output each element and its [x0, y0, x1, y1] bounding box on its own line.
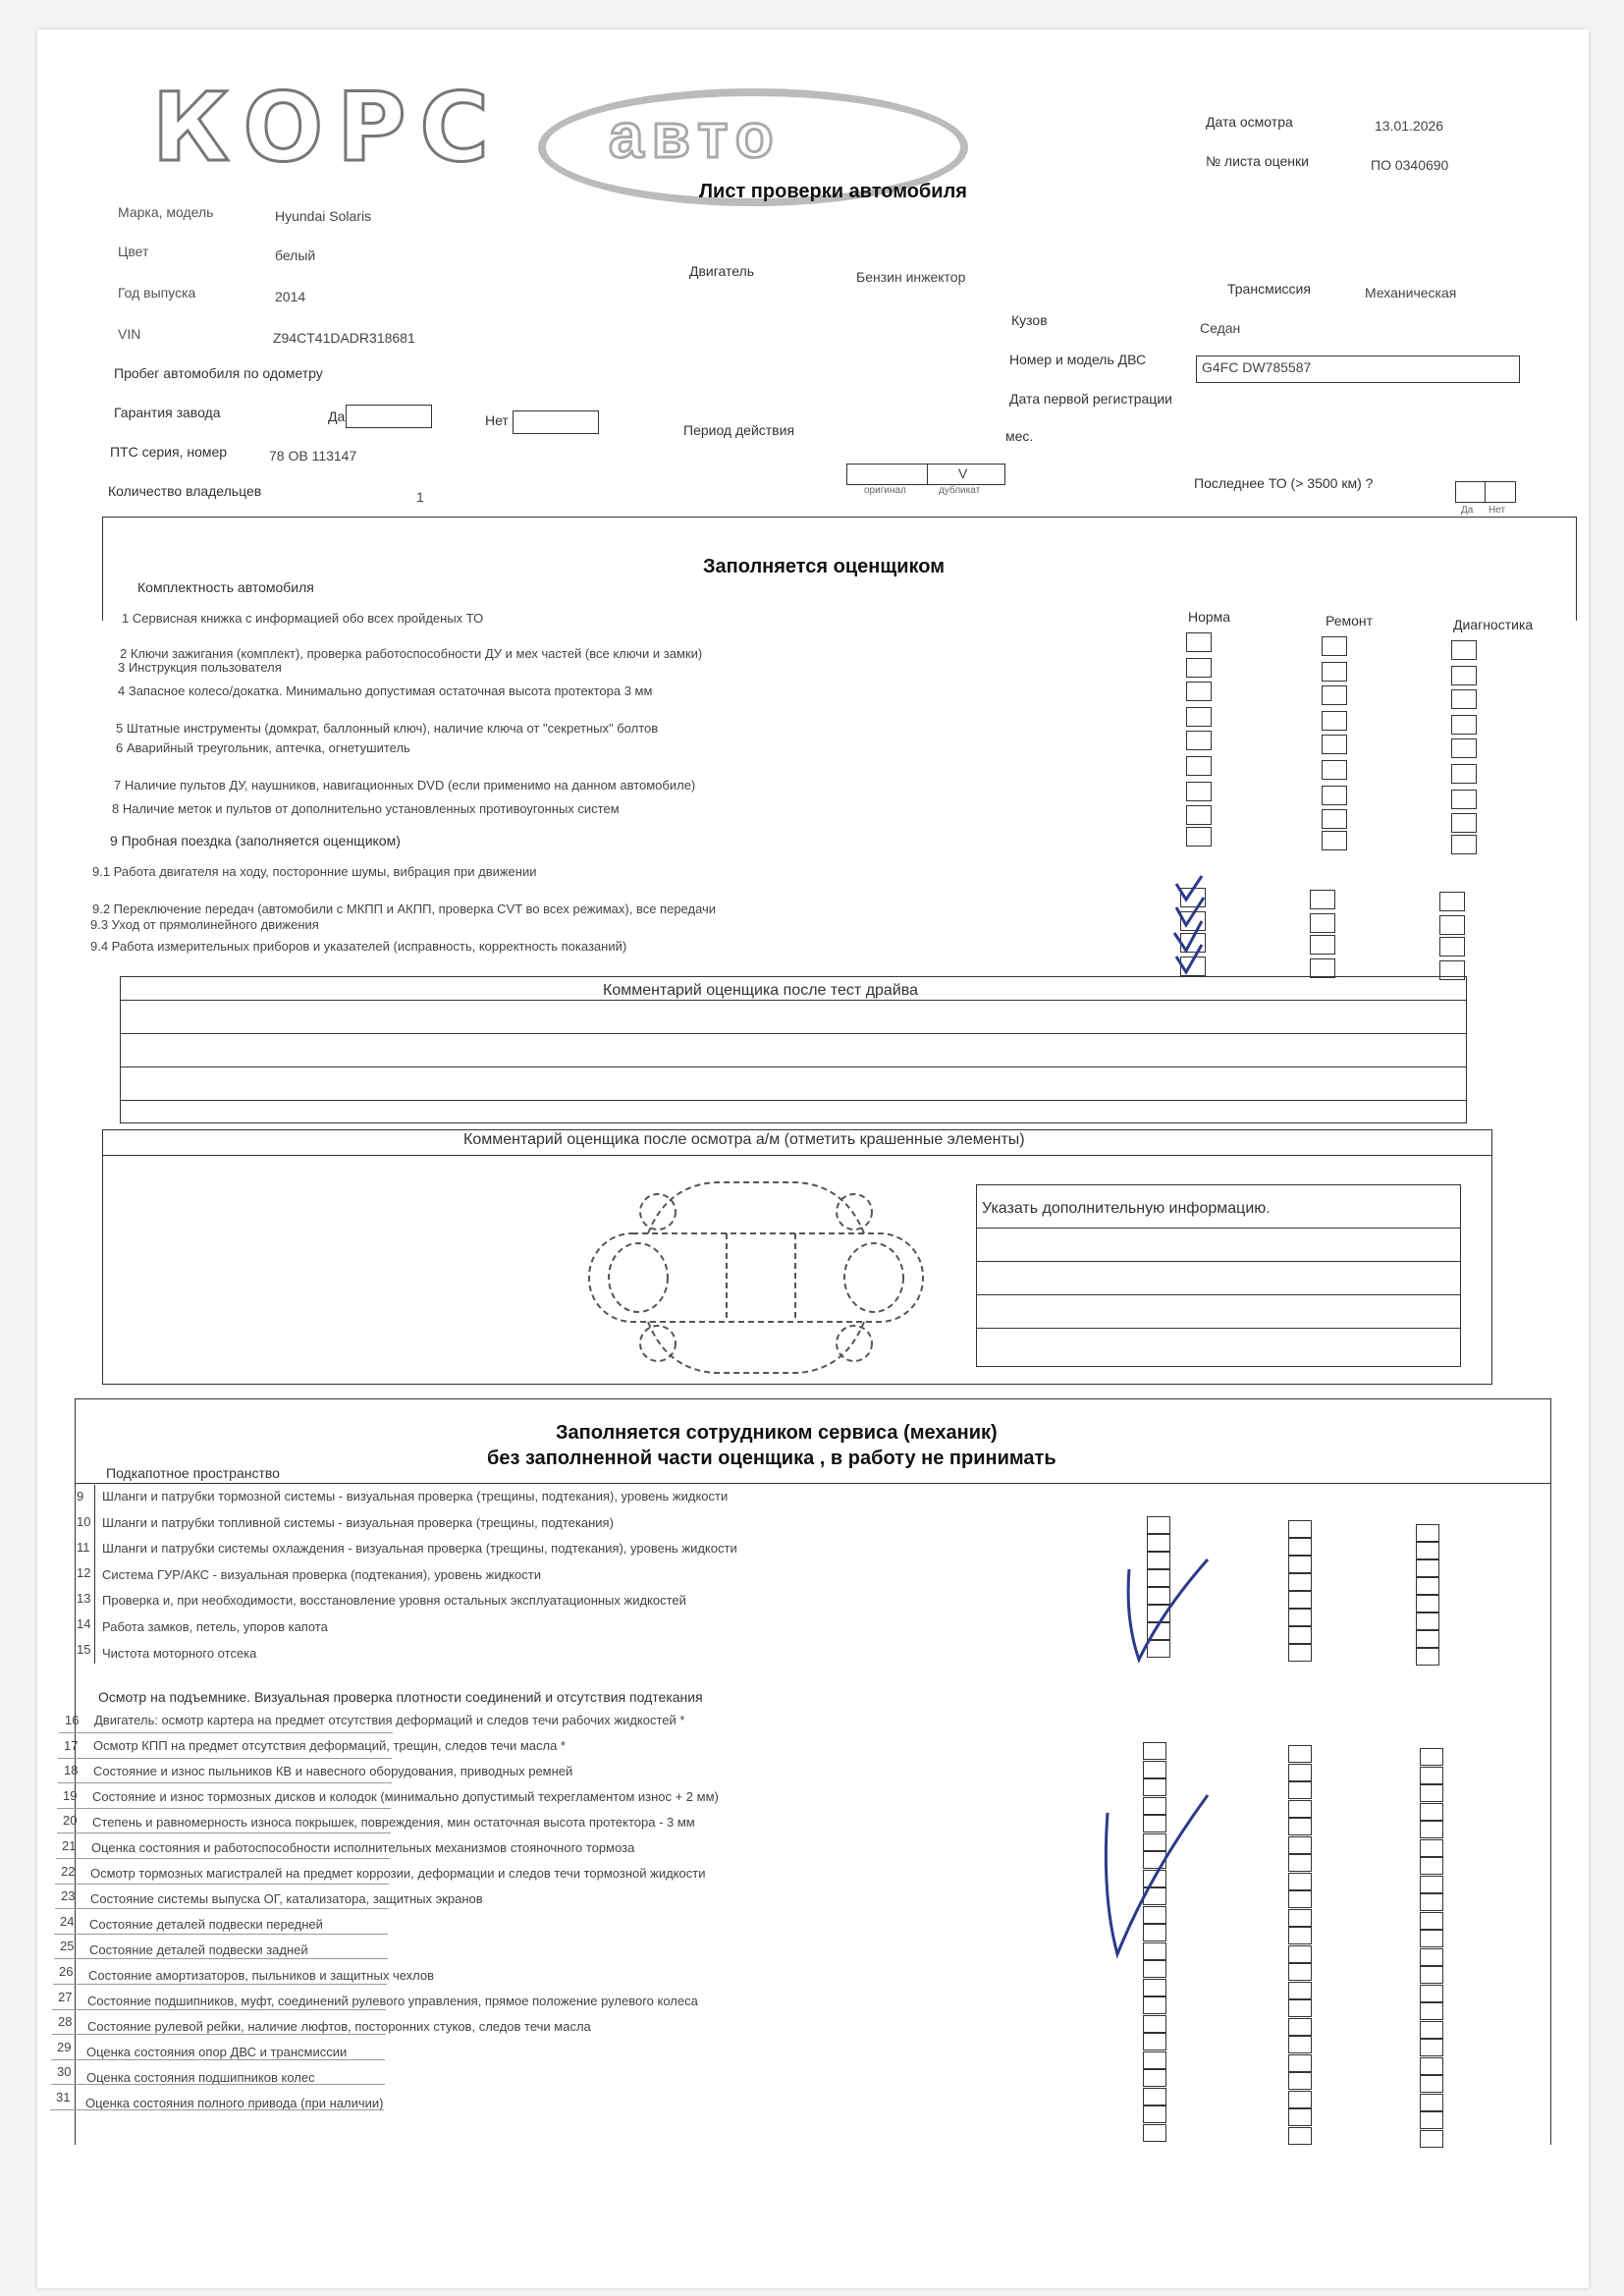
make-label: Марка, модель	[118, 204, 214, 220]
completeness-item: 3 Инструкция пользователя	[118, 660, 282, 675]
mechanic-title-line2: без заполненной части оценщика , в работу не принимать	[487, 1448, 1056, 1469]
warranty-yes-box[interactable]	[346, 405, 432, 428]
checkbox-diag[interactable]	[1439, 937, 1465, 957]
checkbox-norm[interactable]	[1143, 2105, 1166, 2123]
checkbox-repair[interactable]	[1288, 2054, 1312, 2072]
row-underline	[50, 2109, 384, 2110]
row-underline	[59, 1732, 393, 1733]
color-value: белый	[275, 247, 316, 263]
checkbox-diag[interactable]	[1416, 1648, 1439, 1666]
lift-item: Состояние амортизаторов, пыльников и защитных чехлов	[88, 1968, 435, 1983]
underhood-number: 11	[77, 1540, 90, 1555]
checkbox-norm[interactable]	[1143, 1996, 1166, 2014]
checkbox-diag[interactable]	[1416, 1577, 1439, 1595]
last-to-yes-label: Да	[1461, 505, 1474, 516]
row-divider	[94, 1485, 95, 1510]
year-value: 2014	[275, 289, 306, 304]
engine-label: Двигатель	[689, 263, 755, 279]
info-line[interactable]	[976, 1328, 1461, 1329]
underhood-number: 15	[77, 1642, 91, 1657]
checkbox-norm[interactable]	[1186, 805, 1212, 825]
color-label: Цвет	[118, 244, 149, 259]
completeness-item: 1 Сервисная книжка с информацией обо всех пройденых ТО	[122, 611, 484, 626]
row-underline	[55, 1908, 389, 1909]
date-label: Дата осмотра	[1206, 114, 1293, 130]
lift-item: Степень и равномерность износа покрышек, повреждения, мин остаточная высота протектора - 3 мм	[92, 1815, 695, 1830]
lift-item: Состояние деталей подвески задней	[89, 1942, 308, 1957]
checkbox-diag[interactable]	[1420, 2002, 1443, 2020]
handwritten-checkmarks	[1168, 874, 1227, 982]
divider	[102, 1155, 1492, 1156]
lift-number: 19	[63, 1788, 78, 1803]
additional-info-label: Указать дополнительную информацию.	[982, 1200, 1271, 1217]
checkbox-repair[interactable]	[1288, 1573, 1312, 1591]
info-line[interactable]	[976, 1228, 1461, 1229]
row-divider	[94, 1638, 95, 1664]
lift-item: Состояние рулевой рейки, наличие люфтов, посторонних стуков, следов течи масла	[87, 2019, 591, 2034]
original-label: оригинал	[864, 485, 906, 496]
checkbox-diag[interactable]	[1420, 2130, 1443, 2148]
checkbox-diag[interactable]	[1420, 1966, 1443, 1984]
completeness-item: 5 Штатные инструменты (домкрат, баллонный ключ), наличие ключа от "секретных" болтов	[116, 721, 659, 736]
lift-number: 27	[58, 1990, 73, 2004]
lift-number: 16	[65, 1713, 80, 1727]
checkbox-repair[interactable]	[1322, 735, 1347, 754]
underhood-number: 9	[77, 1489, 84, 1503]
make-value: Hyundai Solaris	[275, 208, 372, 224]
lift-number: 20	[63, 1813, 78, 1828]
checkbox-norm[interactable]	[1143, 1979, 1166, 1996]
checkbox-diag[interactable]	[1420, 1767, 1443, 1784]
checkbox-diag[interactable]	[1420, 1948, 1443, 1966]
checkbox-repair[interactable]	[1322, 831, 1347, 850]
checkbox-repair[interactable]	[1310, 913, 1335, 933]
checkbox-diag[interactable]	[1451, 640, 1477, 660]
checkbox-repair[interactable]	[1288, 1873, 1312, 1890]
underhood-title: Подкапотное пространство	[106, 1465, 280, 1481]
checkbox-repair[interactable]	[1288, 1963, 1312, 1981]
checkbox-diag[interactable]	[1420, 1985, 1443, 2002]
underhood-item: Шланги и патрубки топливной системы - визуальная проверка (трещины, подтекания)	[102, 1514, 614, 1530]
checkbox-repair[interactable]	[1288, 1520, 1312, 1538]
test-drive-item: 9.2 Переключение передач (автомобили с МКПП и АКПП, проверка CVT во всех режимах), все передачи	[92, 902, 717, 916]
completeness-title: Комплектность автомобиля	[137, 579, 314, 595]
checkbox-repair[interactable]	[1322, 786, 1347, 805]
checkbox-norm[interactable]	[1186, 731, 1212, 750]
checkbox-norm[interactable]	[1186, 632, 1212, 652]
last-to-no-box[interactable]	[1485, 481, 1516, 503]
lift-item: Двигатель: осмотр картера на предмет отсутствия деформаций и следов течи рабочих жидкостей *	[94, 1713, 685, 1727]
transmission-value: Механическая	[1365, 285, 1457, 301]
engine-value: Бензин инжектор	[856, 269, 966, 285]
test-drive-item: 9.3 Уход от прямолинейного движения	[90, 917, 319, 932]
underhood-item: Шланги и патрубки системы охлаждения - визуальная проверка (трещины, подтекания), уровень жидкости	[102, 1541, 737, 1557]
row-underline	[57, 1832, 391, 1833]
divider	[120, 1000, 1467, 1001]
row-divider	[94, 1510, 95, 1536]
sheet-number-value: ПО 0340690	[1371, 157, 1449, 173]
checkbox-repair[interactable]	[1288, 1927, 1312, 1944]
lift-item: Осмотр КПП на предмет отсутствия деформаций, трещин, следов течи масла *	[93, 1738, 566, 1753]
row-underline	[56, 1858, 390, 1859]
lift-item: Оценка состояния полного привода (при наличии)	[85, 2096, 384, 2110]
last-to-label: Последнее ТО (> 3500 км) ?	[1194, 475, 1374, 491]
checkbox-diag[interactable]	[1439, 892, 1465, 911]
checkbox-repair[interactable]	[1288, 1836, 1312, 1854]
checkbox-diag[interactable]	[1420, 1803, 1443, 1821]
checkbox-diag[interactable]	[1420, 1930, 1443, 1947]
checkbox-diag[interactable]	[1420, 2057, 1443, 2075]
row-divider	[94, 1536, 95, 1561]
row-underline	[51, 2059, 385, 2060]
checkbox-diag[interactable]	[1420, 2039, 1443, 2056]
row-underline	[57, 1808, 391, 1809]
lift-number: 24	[60, 1914, 75, 1929]
comment-line[interactable]	[120, 1066, 1467, 1067]
body-value: Седан	[1200, 320, 1241, 336]
pts-value: 78 ОВ 113147	[269, 448, 357, 464]
checkbox-diag[interactable]	[1420, 2111, 1443, 2129]
checkbox-repair[interactable]	[1322, 636, 1347, 656]
checkbox-repair[interactable]	[1288, 1538, 1312, 1556]
car-diagram[interactable]	[579, 1175, 933, 1381]
info-line[interactable]	[976, 1261, 1461, 1262]
engine-no-value: G4FC DW785587	[1202, 359, 1312, 375]
comment-after-drive-title: Комментарий оценщика после тест драйва	[603, 982, 918, 999]
lift-item: Оценка состояния и работоспособности исполнительных механизмов стояночного тормоза	[91, 1840, 635, 1855]
date-value: 13.01.2026	[1375, 118, 1444, 134]
row-underline	[58, 1758, 392, 1759]
checkbox-diag[interactable]	[1451, 738, 1477, 758]
completeness-item: 6 Аварийный треугольник, аптечка, огнетушитель	[116, 740, 410, 755]
checkbox-norm[interactable]	[1186, 756, 1212, 776]
completeness-item: 2 Ключи зажигания (комплект), проверка работоспособности ДУ и мех частей (все ключи и замки)	[120, 646, 703, 661]
checkbox-diag[interactable]	[1420, 1839, 1443, 1857]
row-divider	[94, 1561, 95, 1587]
period-label: Период действия	[683, 422, 795, 438]
checkbox-repair[interactable]	[1288, 1626, 1312, 1644]
checkbox-norm[interactable]	[1186, 658, 1212, 678]
checkbox-repair[interactable]	[1288, 1745, 1312, 1763]
checkbox-diag[interactable]	[1416, 1542, 1439, 1559]
checkbox-diag[interactable]	[1420, 1748, 1443, 1766]
row-underline	[54, 1958, 388, 1959]
row-divider	[94, 1613, 95, 1638]
checkbox-repair[interactable]	[1288, 2127, 1312, 2145]
comment-after-inspection-title: Комментарий оценщика после осмотра а/м (отметить крашенные элементы)	[463, 1131, 1025, 1148]
pts-duplicate-mark: V	[958, 465, 968, 481]
checkbox-diag[interactable]	[1420, 1912, 1443, 1930]
row-underline	[55, 1884, 389, 1885]
checkbox-repair[interactable]	[1288, 1764, 1312, 1781]
lift-number: 23	[61, 1888, 76, 1903]
owners-value: 1	[416, 489, 424, 505]
checkbox-repair[interactable]	[1288, 1800, 1312, 1818]
underhood-item: Работа замков, петель, упоров капота	[102, 1619, 328, 1634]
mechanic-title-line1: Заполняется сотрудником сервиса (механик)	[556, 1422, 998, 1444]
engine-no-label: Номер и модель ДВС	[1009, 352, 1147, 367]
lift-item: Состояние и износ тормозных дисков и колодок (минимально допустимый техрегламентом износ + 2 мм)	[92, 1789, 719, 1804]
underhood-item: Шланги и патрубки тормозной системы - визуальная проверка (трещины, подтекания), уровень жидкости	[102, 1489, 729, 1503]
checkbox-diag[interactable]	[1420, 2021, 1443, 2039]
row-underline	[51, 2084, 385, 2085]
completeness-item: 7 Наличие пультов ДУ, наушников, навигационных DVD (если применимо на данном автомобиле)	[114, 778, 696, 793]
year-label: Год выпуска	[118, 285, 196, 301]
checkbox-repair[interactable]	[1322, 685, 1347, 705]
checkbox-diag[interactable]	[1416, 1524, 1439, 1542]
body-label: Кузов	[1011, 312, 1048, 328]
warranty-no-label: Нет	[485, 412, 509, 428]
underhood-number: 12	[77, 1565, 91, 1580]
info-line[interactable]	[976, 1294, 1461, 1295]
checkbox-repair[interactable]	[1288, 2091, 1312, 2108]
lift-number: 28	[58, 2014, 73, 2029]
checkbox-norm[interactable]	[1186, 707, 1212, 727]
vin-value: Z94CT41DADR318681	[273, 330, 415, 346]
checkbox-norm[interactable]	[1143, 2015, 1166, 2033]
checkbox-diag[interactable]	[1451, 764, 1477, 784]
lift-item: Состояние подшипников, муфт, соединений рулевого управления, прямое положение рулевого колеса	[87, 1994, 698, 2008]
checkbox-norm[interactable]	[1186, 682, 1212, 701]
checkbox-repair[interactable]	[1310, 958, 1335, 978]
checkbox-repair[interactable]	[1288, 1854, 1312, 1872]
warranty-no-box[interactable]	[513, 410, 599, 434]
checkbox-repair[interactable]	[1322, 760, 1347, 780]
lift-number: 29	[57, 2040, 72, 2054]
lift-item: Состояние и износ пыльников КВ и навесного оборудования, приводных ремней	[93, 1764, 573, 1778]
divider	[75, 1483, 1551, 1484]
checkbox-repair[interactable]	[1310, 935, 1335, 955]
test-drive-title: 9 Пробная поездка (заполняется оценщиком)	[110, 833, 401, 848]
checkbox-diag[interactable]	[1451, 790, 1477, 809]
checkbox-norm[interactable]	[1143, 2051, 1166, 2069]
sheet-number-label: № листа оценки	[1206, 153, 1309, 169]
row-divider	[94, 1587, 95, 1613]
checkbox-norm[interactable]	[1143, 2124, 1166, 2142]
checkbox-repair[interactable]	[1288, 1945, 1312, 1963]
duplicate-label: дубликат	[939, 485, 981, 496]
last-to-no-label: Нет	[1489, 505, 1506, 516]
lift-item: Состояние деталей подвески передней	[89, 1917, 323, 1932]
logo-korc: КОРС	[152, 73, 503, 183]
vin-label: VIN	[118, 326, 141, 342]
checkbox-diag[interactable]	[1451, 666, 1477, 685]
checkbox-repair[interactable]	[1288, 1818, 1312, 1835]
checkbox-diag[interactable]	[1420, 1876, 1443, 1893]
row-underline	[53, 1984, 387, 1985]
col-repair-header: Ремонт	[1326, 613, 1374, 629]
checkbox-diag[interactable]	[1416, 1613, 1439, 1630]
checkbox-repair[interactable]	[1288, 1781, 1312, 1799]
checkbox-diag[interactable]	[1416, 1595, 1439, 1613]
lift-number: 26	[59, 1964, 74, 1979]
row-underline	[58, 1782, 392, 1783]
checkbox-diag[interactable]	[1416, 1630, 1439, 1648]
lift-title: Осмотр на подъемнике. Визуальная проверка плотности соединений и отсутствия подтекания	[98, 1689, 703, 1705]
checkbox-diag[interactable]	[1420, 1893, 1443, 1911]
owners-label: Количество владельцев	[108, 483, 262, 499]
test-drive-item: 9.4 Работа измерительных приборов и указателей (исправность, корректность показаний)	[90, 939, 627, 954]
lift-number: 17	[64, 1738, 79, 1753]
checkbox-norm[interactable]	[1143, 1742, 1166, 1760]
pts-label: ПТС серия, номер	[110, 444, 228, 460]
checkbox-repair[interactable]	[1288, 1556, 1312, 1573]
checkbox-repair[interactable]	[1288, 1644, 1312, 1662]
lift-number: 21	[62, 1838, 77, 1853]
lift-number: 22	[61, 1864, 76, 1879]
checkbox-diag[interactable]	[1451, 813, 1477, 833]
checkbox-norm[interactable]	[1143, 1761, 1166, 1778]
row-underline	[52, 2009, 386, 2010]
lift-item: Состояние системы выпуска ОГ, катализатора, защитных экранов	[90, 1891, 483, 1906]
checkbox-diag[interactable]	[1416, 1559, 1439, 1577]
lift-item: Осмотр тормозных магистралей на предмет коррозии, деформации и следов течи тормозной жидкости	[90, 1866, 706, 1881]
checkbox-norm[interactable]	[1143, 2033, 1166, 2050]
underhood-item: Чистота моторного отсека	[102, 1645, 257, 1661]
checkbox-diag[interactable]	[1420, 2075, 1443, 2093]
row-underline	[54, 1934, 388, 1935]
checkbox-diag[interactable]	[1420, 1821, 1443, 1838]
checkbox-norm[interactable]	[1147, 1516, 1170, 1534]
checkbox-norm[interactable]	[1143, 2069, 1166, 2087]
checkbox-repair[interactable]	[1288, 2108, 1312, 2126]
lift-item: Оценка состояния подшипников колес	[86, 2070, 315, 2085]
checkbox-norm[interactable]	[1147, 1534, 1170, 1552]
checkbox-repair[interactable]	[1288, 1909, 1312, 1927]
underhood-item: Проверка и, при необходимости, восстановление уровня остальных эксплуатационных жидкостей	[102, 1593, 686, 1609]
checkbox-repair[interactable]	[1288, 2018, 1312, 2036]
checkbox-diag[interactable]	[1451, 835, 1477, 854]
checkbox-diag[interactable]	[1420, 2094, 1443, 2111]
checkbox-repair[interactable]	[1288, 1999, 1312, 2017]
checkbox-repair[interactable]	[1288, 1890, 1312, 1908]
lift-number: 25	[60, 1939, 75, 1953]
lift-number: 18	[64, 1763, 79, 1777]
underhood-number: 13	[77, 1591, 91, 1606]
checkbox-norm[interactable]	[1186, 782, 1212, 801]
checkbox-diag[interactable]	[1439, 915, 1465, 935]
appraiser-section-title: Заполняется оценщиком	[703, 556, 946, 577]
underhood-item: Система ГУР/АКС - визуальная проверка (подтекания), уровень жидкости	[102, 1566, 541, 1582]
checkbox-norm[interactable]	[1186, 827, 1212, 847]
first-reg-label: Дата первой регистрации	[1009, 391, 1172, 407]
checkbox-diag[interactable]	[1451, 689, 1477, 709]
checkbox-repair[interactable]	[1288, 1591, 1312, 1609]
checkbox-repair[interactable]	[1288, 2072, 1312, 2090]
month-label: мес.	[1005, 428, 1034, 444]
lift-number: 30	[57, 2064, 72, 2079]
comment-line[interactable]	[120, 1033, 1467, 1034]
checkbox-repair[interactable]	[1310, 890, 1335, 909]
mileage-label: Пробег автомобиля по одометру	[114, 365, 323, 381]
checkbox-repair[interactable]	[1288, 2036, 1312, 2053]
comment-line[interactable]	[120, 1100, 1467, 1101]
checkbox-repair[interactable]	[1322, 711, 1347, 731]
handwritten-check-underhood	[1123, 1552, 1221, 1669]
handwritten-check-lift	[1100, 1787, 1218, 1964]
checkbox-repair[interactable]	[1322, 809, 1347, 829]
col-diag-header: Диагностика	[1453, 617, 1534, 632]
lift-number: 31	[56, 2090, 71, 2105]
transmission-label: Трансмиссия	[1227, 281, 1311, 297]
checkbox-repair[interactable]	[1288, 1609, 1312, 1626]
row-underline	[52, 2034, 386, 2035]
underhood-number: 14	[77, 1616, 91, 1631]
checkbox-repair[interactable]	[1322, 662, 1347, 682]
checkbox-repair[interactable]	[1288, 1982, 1312, 1999]
completeness-item: 4 Запасное колесо/докатка. Минимально допустимая остаточная высота протектора 3 мм	[118, 683, 653, 698]
checkbox-norm[interactable]	[1143, 2088, 1166, 2105]
col-norm-header: Норма	[1188, 609, 1231, 625]
lift-item: Оценка состояния опор ДВС и трансмиссии	[86, 2045, 348, 2059]
test-drive-item: 9.1 Работа двигателя на ходу, посторонние шумы, вибрация при движении	[92, 864, 537, 879]
page-title: Лист проверки автомобиля	[699, 181, 967, 202]
completeness-item: 8 Наличие меток и пультов от дополнительно установленных противоугонных систем	[112, 801, 620, 816]
warranty-label: Гарантия завода	[114, 405, 221, 420]
warranty-yes-label: Да	[328, 409, 346, 424]
checkbox-diag[interactable]	[1420, 1857, 1443, 1875]
checkbox-diag[interactable]	[1451, 715, 1477, 735]
logo-avto: авто	[609, 100, 782, 171]
underhood-number: 10	[77, 1514, 91, 1529]
checkbox-diag[interactable]	[1420, 1784, 1443, 1802]
last-to-yes-box[interactable]	[1455, 481, 1487, 503]
